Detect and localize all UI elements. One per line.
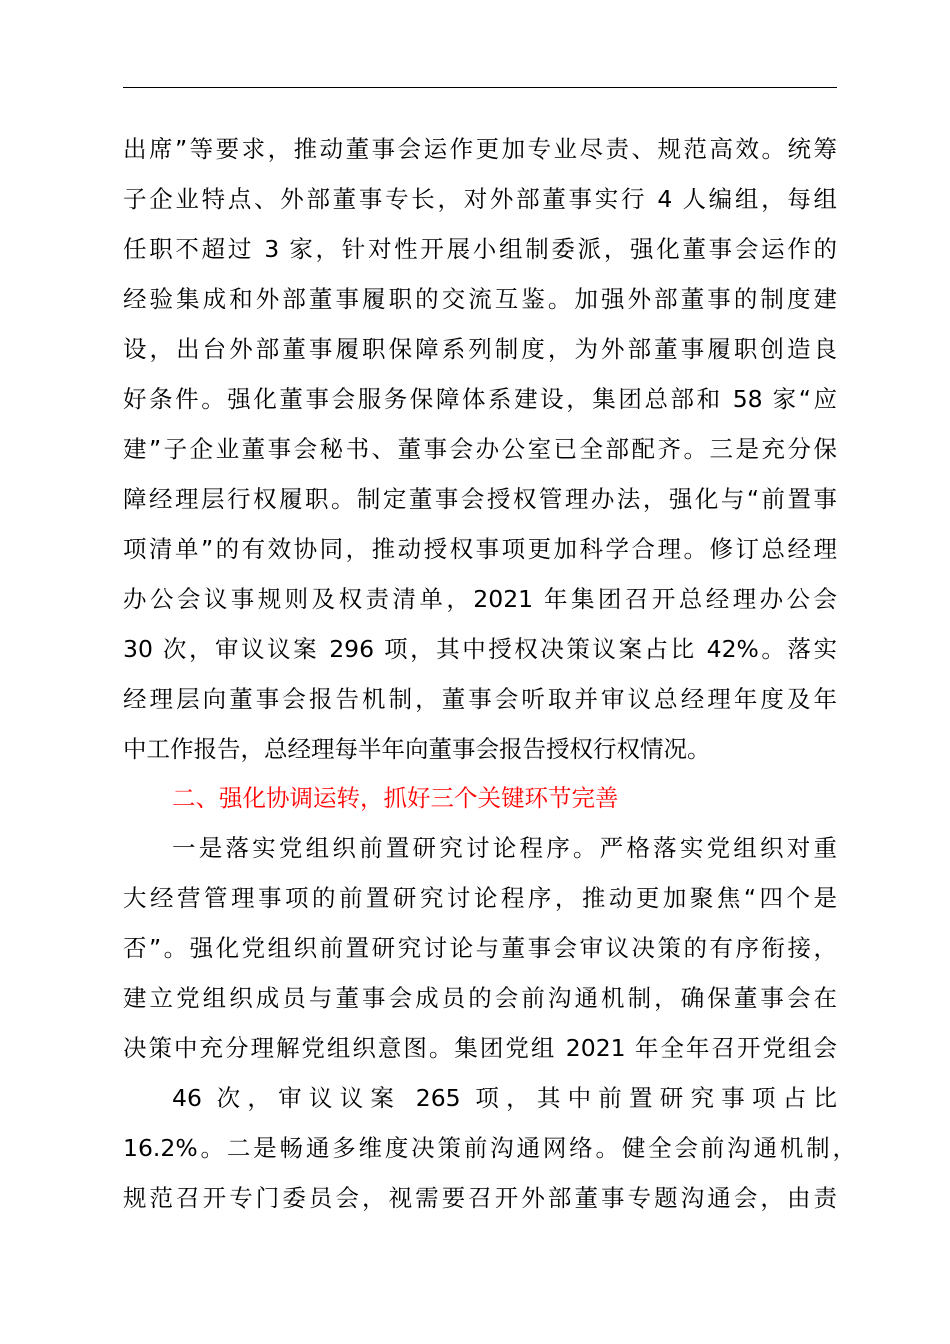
- text-line: 项清单”的有效协同，推动授权事项更加科学合理。修订总经理: [123, 535, 837, 563]
- text-line: 建立党组织成员与董事会成员的会前沟通机制，确保董事会在: [123, 984, 837, 1012]
- text-line: 建”子企业董事会秘书、董事会办公室已全部配齐。三是充分保: [123, 435, 837, 463]
- text-line: 好条件。强化董事会服务保障体系建设，集团总部和 58 家“应: [123, 385, 837, 413]
- text-line: 中工作报告，总经理每半年向董事会报告授权行权情况。: [123, 735, 711, 763]
- text-line: 一是落实党组织前置研究讨论程序。严格落实党组织对重: [172, 834, 837, 862]
- text-line: 规范召开专门委员会，视需要召开外部董事专题沟通会，由责: [123, 1184, 837, 1212]
- text-line: 障经理层行权履职。制定董事会授权管理办法，强化与“前置事: [123, 485, 837, 513]
- text-line: 子企业特点、外部董事专长，对外部董事实行 4 人编组，每组: [123, 185, 837, 213]
- text-line: 大经营管理事项的前置研究讨论程序，推动更加聚焦“四个是: [123, 884, 837, 912]
- text-line: 30 次，审议议案 296 项，其中授权决策议案占比 42%。落实: [123, 635, 837, 663]
- text-line: 经理层向董事会报告机制，董事会听取并审议总经理年度及年: [123, 685, 837, 713]
- text-line: 决策中充分理解党组织意图。集团党组 2021 年全年召开党组会: [123, 1034, 837, 1062]
- header-rule: [123, 87, 837, 88]
- text-line: 任职不超过 3 家，针对性开展小组制委派，强化董事会运作的: [123, 235, 837, 263]
- section-heading: 二、强化协调运转，抓好三个关键环节完善: [172, 784, 619, 812]
- text-line: 设，出台外部董事履职保障系列制度，为外部董事履职创造良: [123, 335, 837, 363]
- text-line: 否”。强化党组织前置研究讨论与董事会审议决策的有序衔接，: [123, 934, 837, 962]
- text-line: 办公会议事规则及权责清单，2021 年集团召开总经理办公会: [123, 585, 837, 613]
- text-line: 46 次，审议议案 265 项，其中前置研究事项占比: [172, 1084, 837, 1112]
- text-line: 经验集成和外部董事履职的交流互鉴。加强外部董事的制度建: [123, 285, 837, 313]
- text-line: 出席”等要求，推动董事会运作更加专业尽责、规范高效。统筹: [123, 135, 837, 163]
- text-line: 16.2%。二是畅通多维度决策前沟通网络。健全会前沟通机制，: [123, 1134, 856, 1162]
